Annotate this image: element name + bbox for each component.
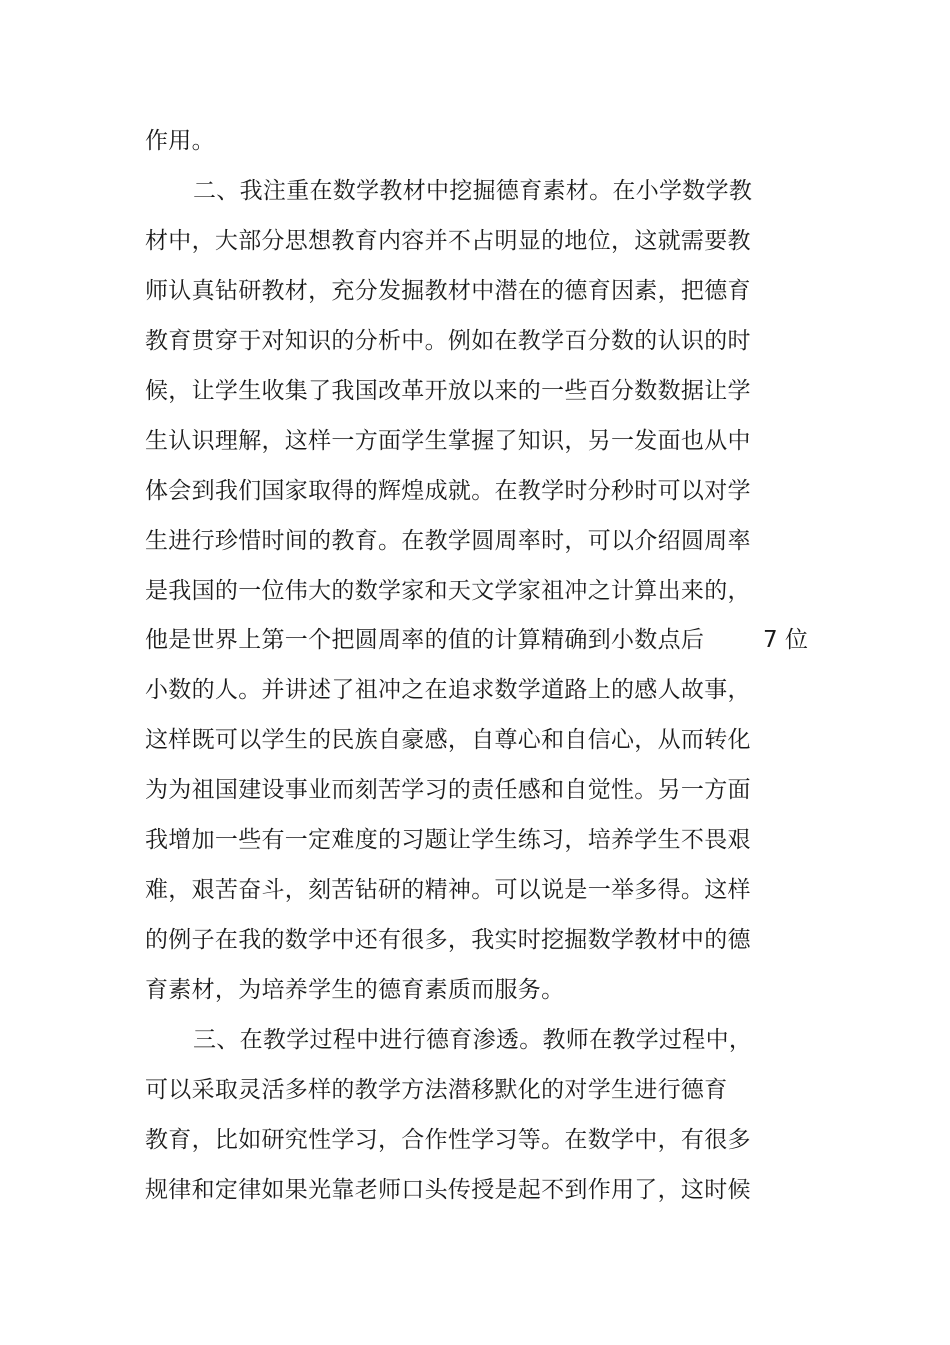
text-line: 小数的人。并讲述了祖冲之在追求数学道路上的感人故事， xyxy=(145,677,751,703)
text-line: 为为祖国建设事业而刻苦学习的责任感和自觉性。另一方面 xyxy=(145,777,751,803)
text-line: 材中，大部分思想教育内容并不占明显的地位，这就需要教 xyxy=(145,228,751,254)
text-line: 体会到我们国家取得的辉煌成就。在教学时分秒时可以对学 xyxy=(145,478,751,504)
text-line: 教育，比如研究性学习，合作性学习等。在数学中，有很多 xyxy=(145,1127,751,1153)
paragraph-two-start: 二、我注重在数学教材中挖掘德育素材。在小学数学教 xyxy=(193,178,753,204)
text-line: 我增加一些有一定难度的习题让学生练习，培养学生不畏艰 xyxy=(145,827,751,853)
text-line: 生认识理解，这样一方面学生掌握了知识，另一发面也从中 xyxy=(145,428,751,454)
text-line: 作用。 xyxy=(145,128,215,154)
text-line: 这样既可以学生的民族自豪感，自尊心和自信心，从而转化 xyxy=(145,727,751,753)
text-line: 的例子在我的数学中还有很多，我实时挖掘数学教材中的德 xyxy=(145,927,751,953)
text-line: 规律和定律如果光靠老师口头传授是起不到作用了，这时候 xyxy=(145,1177,751,1203)
text-line: 他是世界上第一个把圆周率的值的计算精确到小数点后 xyxy=(145,627,705,653)
text-line: 是我国的一位伟大的数学家和天文学家祖冲之计算出来的， xyxy=(145,578,751,604)
paragraph-three-start: 三、在教学过程中进行德育渗透。教师在教学过程中， xyxy=(193,1027,753,1053)
text-line: 候，让学生收集了我国改革开放以来的一些百分数数据让学 xyxy=(145,378,751,404)
text-line: 教育贯穿于对知识的分析中。例如在教学百分数的认识的时 xyxy=(145,328,751,354)
text-line: 育素材，为培养学生的德育素质而服务。 xyxy=(145,977,565,1003)
text-line: 师认真钻研教材，充分发掘教材中潜在的德育因素，把德育 xyxy=(145,278,751,304)
line-end-fragment: 7 位 xyxy=(763,627,808,653)
text-line: 可以采取灵活多样的教学方法潜移默化的对学生进行德育 xyxy=(145,1077,728,1103)
text-line: 生进行珍惜时间的教育。在教学圆周率时，可以介绍圆周率 xyxy=(145,528,751,554)
text-line: 难，艰苦奋斗，刻苦钻研的精神。可以说是一举多得。这样 xyxy=(145,877,751,903)
